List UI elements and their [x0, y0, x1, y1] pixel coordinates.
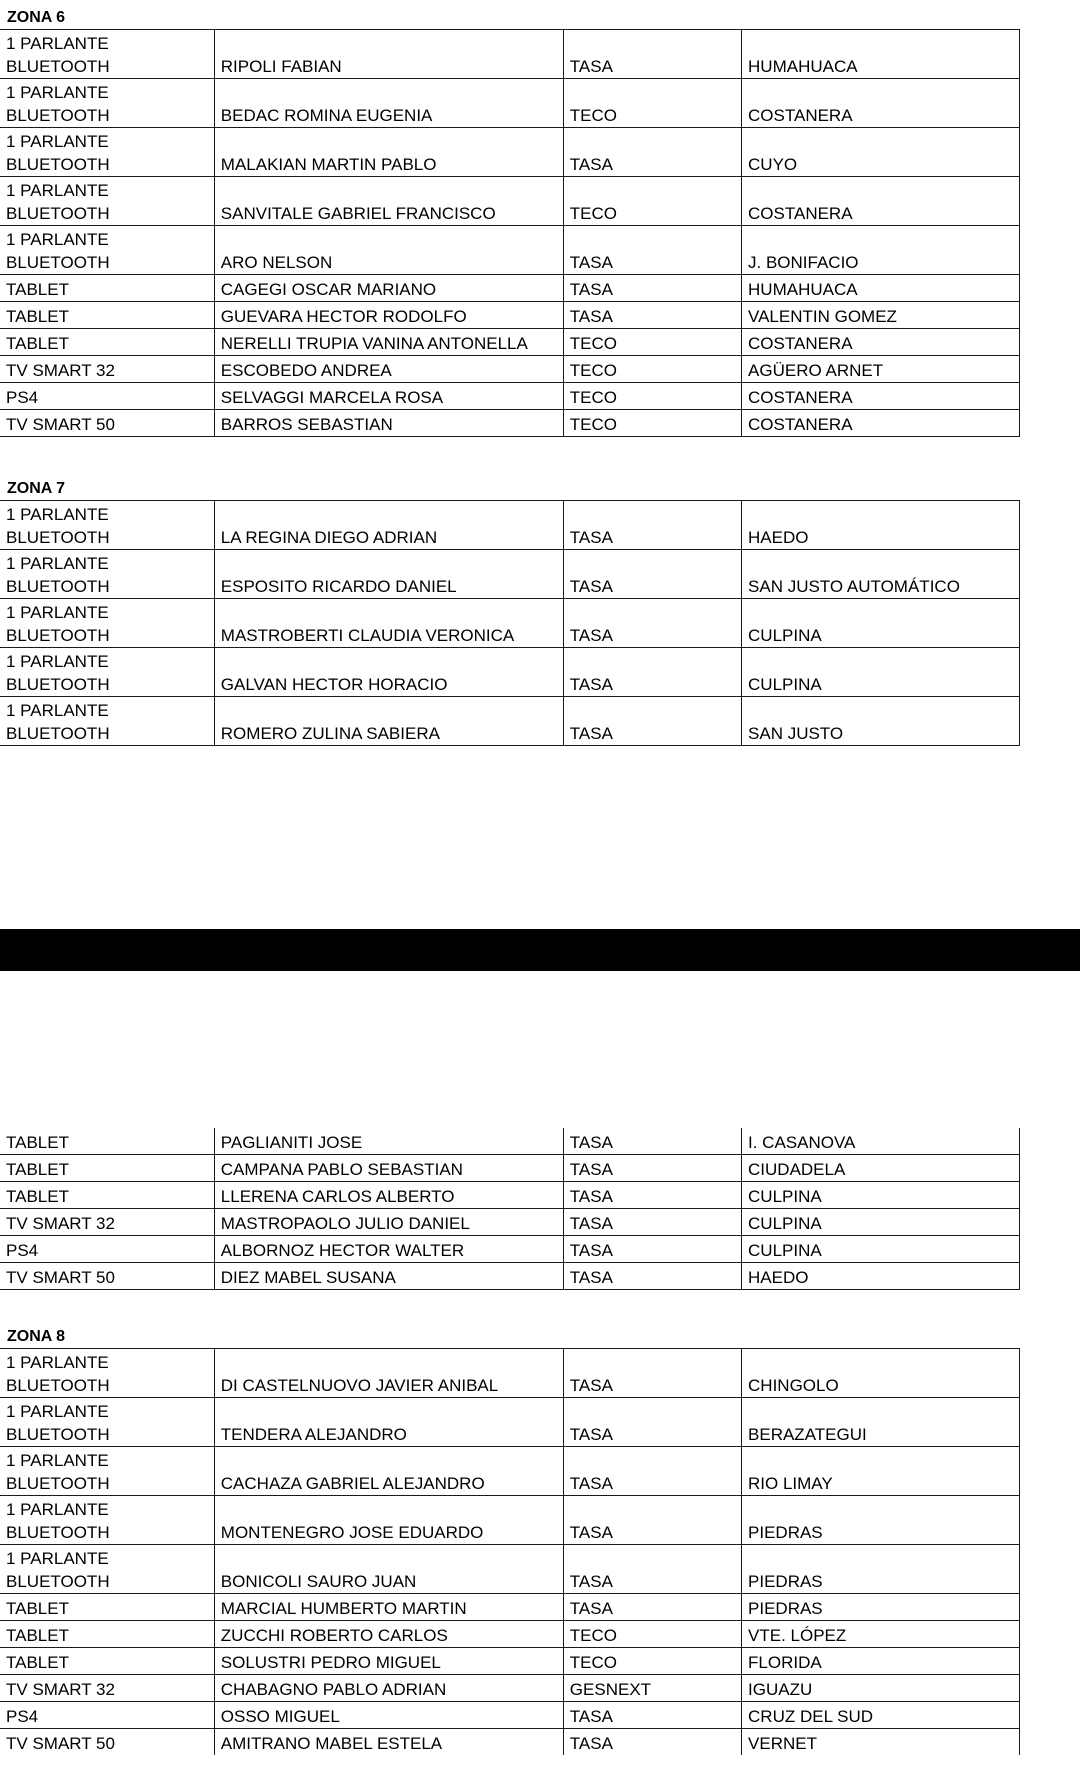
location-cell: CULPINA: [742, 648, 1020, 697]
company-cell: TASA: [563, 1209, 741, 1236]
name-cell: MALAKIAN MARTIN PABLO: [214, 128, 563, 177]
company-cell: TASA: [563, 1545, 741, 1594]
name-cell: OSSO MIGUEL: [214, 1702, 563, 1729]
location-cell: HUMAHUACA: [742, 275, 1020, 302]
table-row: [0, 1496, 1020, 1545]
item-cell: TV SMART 50: [0, 410, 214, 437]
item-cell: TV SMART 50: [0, 1263, 214, 1290]
item-cell: TABLET: [0, 1155, 214, 1182]
table-row: [0, 410, 1020, 437]
company-cell: TASA: [563, 1496, 741, 1545]
table-row: [0, 30, 1020, 79]
name-cell: LLERENA CARLOS ALBERTO: [214, 1182, 563, 1209]
name-cell: SANVITALE GABRIEL FRANCISCO: [214, 177, 563, 226]
table-row: [0, 501, 1020, 550]
zone-8-table: [0, 1348, 1020, 1755]
item-cell: TABLET: [0, 1182, 214, 1209]
company-cell: TASA: [563, 1702, 741, 1729]
location-cell: I. CASANOVA: [742, 1128, 1020, 1155]
table-row: [0, 1209, 1020, 1236]
location-cell: COSTANERA: [742, 329, 1020, 356]
company-cell: TASA: [563, 599, 741, 648]
company-cell: TASA: [563, 648, 741, 697]
company-cell: TASA: [563, 128, 741, 177]
table-row: [0, 1263, 1020, 1290]
name-cell: CAMPANA PABLO SEBASTIAN: [214, 1155, 563, 1182]
item-cell: 1 PARLANTE BLUETOOTH: [0, 1349, 214, 1398]
zone-6-table: [0, 29, 1020, 437]
table-row: [0, 697, 1020, 746]
table-row: [0, 1128, 1020, 1155]
location-cell: CULPINA: [742, 1236, 1020, 1263]
name-cell: BEDAC ROMINA EUGENIA: [214, 79, 563, 128]
name-cell: GUEVARA HECTOR RODOLFO: [214, 302, 563, 329]
table-row: [0, 1398, 1020, 1447]
location-cell: VALENTIN GOMEZ: [742, 302, 1020, 329]
company-cell: TECO: [563, 79, 741, 128]
item-cell: TV SMART 50: [0, 1729, 214, 1756]
location-cell: J. BONIFACIO: [742, 226, 1020, 275]
company-cell: TASA: [563, 1398, 741, 1447]
redaction-bar: [0, 929, 1080, 971]
name-cell: LA REGINA DIEGO ADRIAN: [214, 501, 563, 550]
location-cell: COSTANERA: [742, 177, 1020, 226]
location-cell: IGUAZU: [742, 1675, 1020, 1702]
zone-8-title: ZONA 8: [7, 1328, 66, 1345]
item-cell: PS4: [0, 383, 214, 410]
company-cell: TECO: [563, 410, 741, 437]
item-cell: 1 PARLANTE BLUETOOTH: [0, 79, 214, 128]
location-cell: SAN JUSTO: [742, 697, 1020, 746]
item-cell: TABLET: [0, 1128, 214, 1155]
name-cell: ROMERO ZULINA SABIERA: [214, 697, 563, 746]
company-cell: TASA: [563, 1447, 741, 1496]
name-cell: SELVAGGI MARCELA ROSA: [214, 383, 563, 410]
company-cell: TASA: [563, 30, 741, 79]
company-cell: TASA: [563, 1729, 741, 1756]
table-row: [0, 550, 1020, 599]
item-cell: TABLET: [0, 275, 214, 302]
location-cell: CHINGOLO: [742, 1349, 1020, 1398]
name-cell: DI CASTELNUOVO JAVIER ANIBAL: [214, 1349, 563, 1398]
company-cell: TASA: [563, 1349, 741, 1398]
item-cell: TABLET: [0, 1621, 214, 1648]
location-cell: CIUDADELA: [742, 1155, 1020, 1182]
item-cell: 1 PARLANTE BLUETOOTH: [0, 599, 214, 648]
item-cell: PS4: [0, 1236, 214, 1263]
table-row: [0, 177, 1020, 226]
name-cell: ZUCCHI ROBERTO CARLOS: [214, 1621, 563, 1648]
name-cell: ESPOSITO RICARDO DANIEL: [214, 550, 563, 599]
name-cell: ALBORNOZ HECTOR WALTER: [214, 1236, 563, 1263]
name-cell: AMITRANO MABEL ESTELA: [214, 1729, 563, 1756]
continued-table: [0, 1128, 1020, 1290]
table-row: [0, 1621, 1020, 1648]
location-cell: RIO LIMAY: [742, 1447, 1020, 1496]
table-row: [0, 356, 1020, 383]
company-cell: TECO: [563, 356, 741, 383]
company-cell: TASA: [563, 1155, 741, 1182]
name-cell: BARROS SEBASTIAN: [214, 410, 563, 437]
name-cell: CHABAGNO PABLO ADRIAN: [214, 1675, 563, 1702]
table-row: [0, 1236, 1020, 1263]
location-cell: PIEDRAS: [742, 1594, 1020, 1621]
company-cell: TECO: [563, 383, 741, 410]
table-row: [0, 226, 1020, 275]
table-row: [0, 1349, 1020, 1398]
item-cell: TV SMART 32: [0, 356, 214, 383]
location-cell: CULPINA: [742, 1209, 1020, 1236]
item-cell: 1 PARLANTE BLUETOOTH: [0, 128, 214, 177]
item-cell: 1 PARLANTE BLUETOOTH: [0, 177, 214, 226]
location-cell: COSTANERA: [742, 383, 1020, 410]
company-cell: TASA: [563, 302, 741, 329]
name-cell: SOLUSTRI PEDRO MIGUEL: [214, 1648, 563, 1675]
company-cell: TASA: [563, 1263, 741, 1290]
name-cell: PAGLIANITI JOSE: [214, 1128, 563, 1155]
table-row: [0, 1729, 1020, 1756]
location-cell: COSTANERA: [742, 410, 1020, 437]
item-cell: TV SMART 32: [0, 1209, 214, 1236]
company-cell: TECO: [563, 177, 741, 226]
location-cell: AGÜERO ARNET: [742, 356, 1020, 383]
item-cell: 1 PARLANTE BLUETOOTH: [0, 501, 214, 550]
location-cell: VTE. LÓPEZ: [742, 1621, 1020, 1648]
company-cell: TECO: [563, 1648, 741, 1675]
item-cell: TABLET: [0, 302, 214, 329]
item-cell: 1 PARLANTE BLUETOOTH: [0, 648, 214, 697]
item-cell: 1 PARLANTE BLUETOOTH: [0, 1398, 214, 1447]
company-cell: TASA: [563, 1182, 741, 1209]
table-row: [0, 128, 1020, 177]
location-cell: VERNET: [742, 1729, 1020, 1756]
location-cell: FLORIDA: [742, 1648, 1020, 1675]
table-row: [0, 1182, 1020, 1209]
name-cell: MARCIAL HUMBERTO MARTIN: [214, 1594, 563, 1621]
company-cell: TASA: [563, 550, 741, 599]
company-cell: TECO: [563, 1621, 741, 1648]
name-cell: BONICOLI SAURO JUAN: [214, 1545, 563, 1594]
company-cell: TASA: [563, 275, 741, 302]
name-cell: ESCOBEDO ANDREA: [214, 356, 563, 383]
company-cell: TASA: [563, 226, 741, 275]
item-cell: PS4: [0, 1702, 214, 1729]
name-cell: MONTENEGRO JOSE EDUARDO: [214, 1496, 563, 1545]
name-cell: TENDERA ALEJANDRO: [214, 1398, 563, 1447]
name-cell: DIEZ MABEL SUSANA: [214, 1263, 563, 1290]
item-cell: 1 PARLANTE BLUETOOTH: [0, 1496, 214, 1545]
location-cell: HAEDO: [742, 501, 1020, 550]
table-row: [0, 1675, 1020, 1702]
table-row: [0, 1594, 1020, 1621]
item-cell: TABLET: [0, 1648, 214, 1675]
item-cell: 1 PARLANTE BLUETOOTH: [0, 1545, 214, 1594]
table-row: [0, 275, 1020, 302]
item-cell: 1 PARLANTE BLUETOOTH: [0, 697, 214, 746]
company-cell: TASA: [563, 1236, 741, 1263]
name-cell: GALVAN HECTOR HORACIO: [214, 648, 563, 697]
table-row: [0, 1648, 1020, 1675]
table-row: [0, 1702, 1020, 1729]
name-cell: MASTROBERTI CLAUDIA VERONICA: [214, 599, 563, 648]
item-cell: TABLET: [0, 329, 214, 356]
location-cell: BERAZATEGUI: [742, 1398, 1020, 1447]
item-cell: TV SMART 32: [0, 1675, 214, 1702]
location-cell: HUMAHUACA: [742, 30, 1020, 79]
company-cell: GESNEXT: [563, 1675, 741, 1702]
table-row: [0, 648, 1020, 697]
company-cell: TASA: [563, 697, 741, 746]
zone-7-title: ZONA 7: [7, 480, 66, 497]
table-row: [0, 1545, 1020, 1594]
company-cell: TASA: [563, 1128, 741, 1155]
table-row: [0, 79, 1020, 128]
name-cell: CAGEGI OSCAR MARIANO: [214, 275, 563, 302]
location-cell: CUYO: [742, 128, 1020, 177]
item-cell: 1 PARLANTE BLUETOOTH: [0, 1447, 214, 1496]
table-row: [0, 383, 1020, 410]
name-cell: NERELLI TRUPIA VANINA ANTONELLA: [214, 329, 563, 356]
zone-7-table: [0, 500, 1020, 746]
company-cell: TECO: [563, 329, 741, 356]
item-cell: 1 PARLANTE BLUETOOTH: [0, 226, 214, 275]
name-cell: CACHAZA GABRIEL ALEJANDRO: [214, 1447, 563, 1496]
table-row: [0, 1155, 1020, 1182]
table-row: [0, 1447, 1020, 1496]
location-cell: CULPINA: [742, 599, 1020, 648]
item-cell: 1 PARLANTE BLUETOOTH: [0, 30, 214, 79]
location-cell: CRUZ DEL SUD: [742, 1702, 1020, 1729]
location-cell: HAEDO: [742, 1263, 1020, 1290]
table-row: [0, 599, 1020, 648]
location-cell: PIEDRAS: [742, 1496, 1020, 1545]
name-cell: RIPOLI FABIAN: [214, 30, 563, 79]
item-cell: 1 PARLANTE BLUETOOTH: [0, 550, 214, 599]
name-cell: MASTROPAOLO JULIO DANIEL: [214, 1209, 563, 1236]
company-cell: TASA: [563, 1594, 741, 1621]
company-cell: TASA: [563, 501, 741, 550]
table-row: [0, 329, 1020, 356]
location-cell: PIEDRAS: [742, 1545, 1020, 1594]
location-cell: CULPINA: [742, 1182, 1020, 1209]
zone-6-title: ZONA 6: [7, 9, 66, 26]
table-row: [0, 302, 1020, 329]
item-cell: TABLET: [0, 1594, 214, 1621]
location-cell: SAN JUSTO AUTOMÁTICO: [742, 550, 1020, 599]
name-cell: ARO NELSON: [214, 226, 563, 275]
location-cell: COSTANERA: [742, 79, 1020, 128]
